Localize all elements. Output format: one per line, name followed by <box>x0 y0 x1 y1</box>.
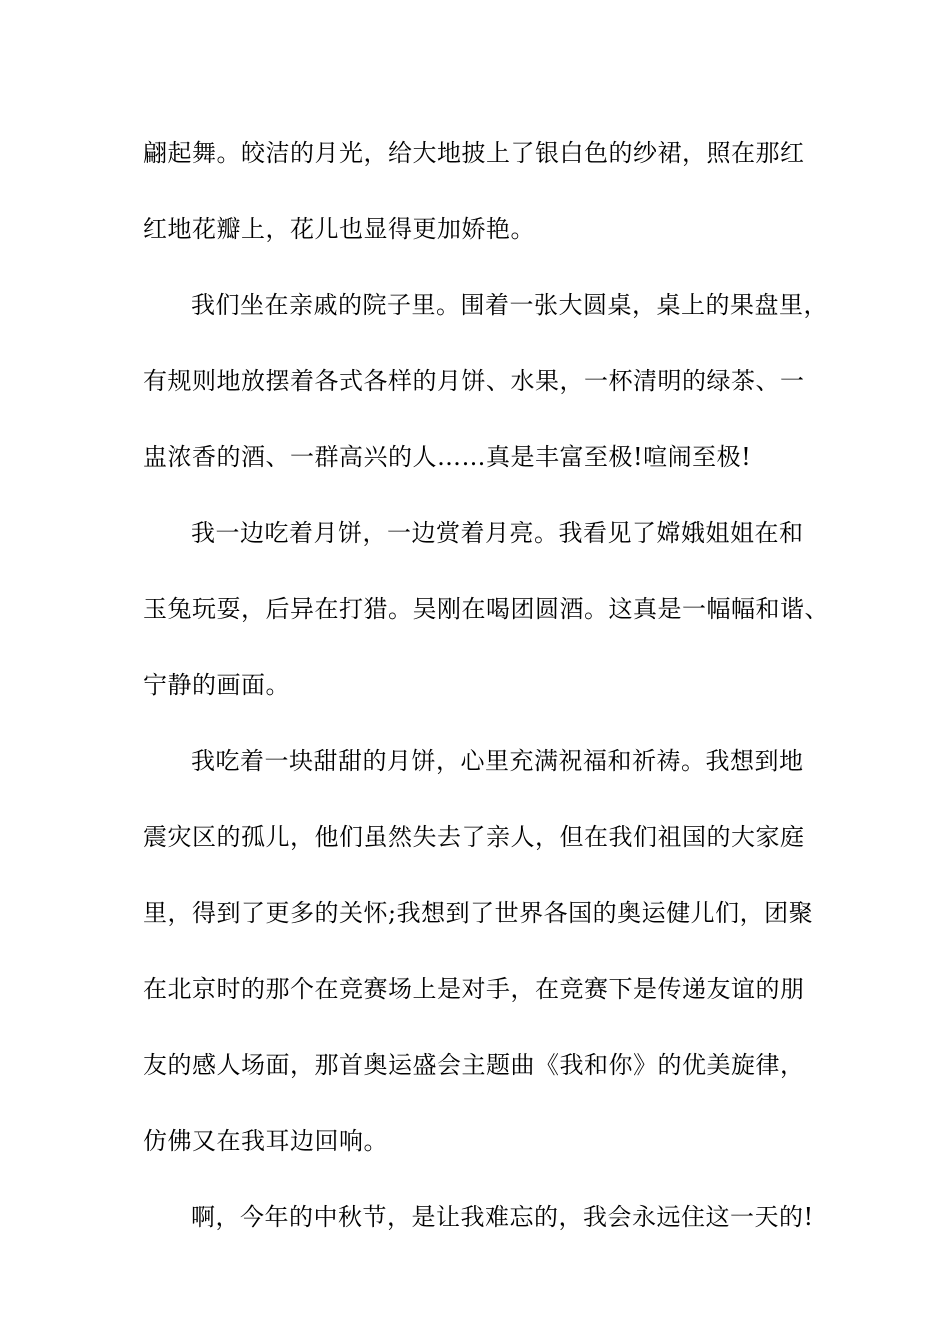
paragraph-line: 玉兔玩耍，后异在打猎。吴刚在喝团圆酒。这真是一幅幅和谐、 <box>143 595 829 623</box>
paragraph-line: 红地花瓣上，花儿也显得更加娇艳。 <box>143 215 535 243</box>
paragraph-line: 在北京时的那个在竞赛场上是对手，在竞赛下是传递友谊的朋 <box>143 975 805 1003</box>
paragraph-line: 仿佛又在我耳边回响。 <box>143 1127 388 1155</box>
paragraph-line: 我一边吃着月饼，一边赏着月亮。我看见了嫦娥姐姐在和 <box>191 519 804 547</box>
paragraph-line: 震灾区的孤儿，他们虽然失去了亲人，但在我们祖国的大家庭 <box>143 823 805 851</box>
paragraph-line: 我们坐在亲戚的院子里。围着一张大圆桌，桌上的果盘里， <box>191 291 828 319</box>
paragraph-line: 啊，今年的中秋节，是让我难忘的，我会永远住这一天的! <box>191 1203 814 1231</box>
article-body <box>143 127 829 1267</box>
paragraph-line: 宁静的画面。 <box>143 671 290 699</box>
paragraph-line: 有规则地放摆着各式各样的月饼、水果，一杯清明的绿茶、一 <box>143 367 805 395</box>
paragraph-line: 盅浓香的酒、一群高兴的人……真是丰富至极!喧闹至极! <box>143 443 752 471</box>
paragraph-line: 友的感人场面，那首奥运盛会主题曲《我和你》的优美旋律， <box>143 1051 805 1079</box>
paragraph-line: 里，得到了更多的关怀;我想到了世界各国的奥运健儿们，团聚 <box>143 899 814 927</box>
paragraph-line: 翩起舞。皎洁的月光，给大地披上了银白色的纱裙，照在那红 <box>143 139 805 167</box>
paragraph-line: 我吃着一块甜甜的月饼，心里充满祝福和祈祷。我想到地 <box>191 747 804 775</box>
